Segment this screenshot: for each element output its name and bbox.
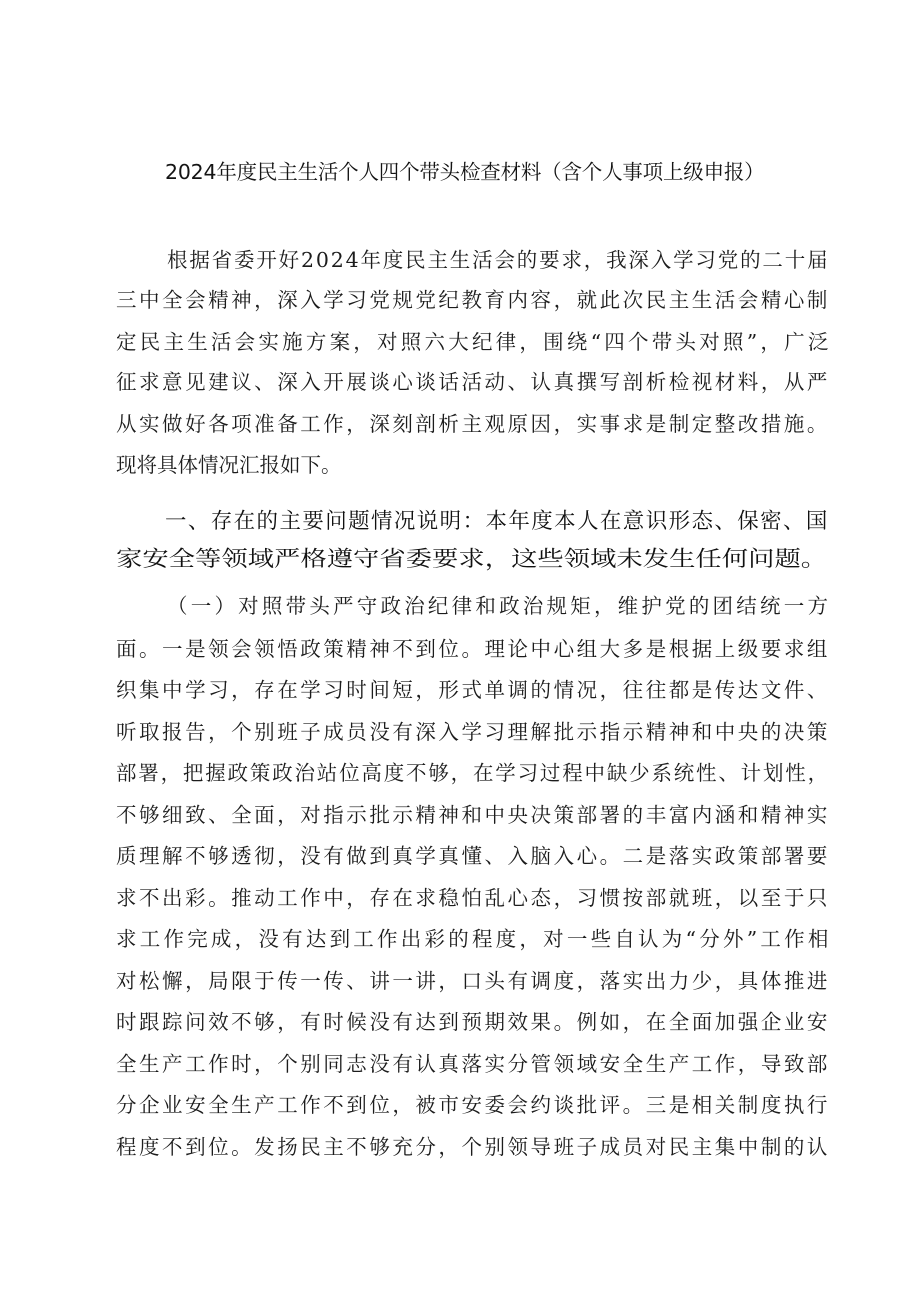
intro-line: 征求意见建议、深入开展谈心谈话活动、认真撰写剖析检视材料，从严	[116, 370, 830, 394]
subsection-line: 织集中学习，存在学习时间短，形式单调的情况，往往都是传达文件、	[116, 678, 830, 702]
subsection-line: 求工作完成，没有达到工作出彩的程度，对一些自认为“分外”工作相	[116, 927, 832, 951]
subsection-line: 全生产工作时，个别同志没有认真落实分管领域安全生产工作，导致部	[116, 1052, 830, 1076]
subsection-line: 求不出彩。推动工作中，存在求稳怕乱心态，习惯按部就班，以至于只	[116, 886, 830, 910]
section-heading-line: 家安全等领域严格遵守省委要求，这些领域未发生任何问题。	[116, 547, 828, 572]
intro-line: 根据省委开好2024年度民主生活会的要求，我深入学习党的二十届	[167, 248, 830, 272]
subsection-line: 分企业安全生产工作不到位，被市安委会约谈批评。三是相关制度执行	[116, 1093, 830, 1117]
subsection-line: 不够细致、全面，对指示批示精神和中央决策部署的丰富内涵和精神实	[116, 803, 830, 827]
document-title: 2024年度民主生活个人四个带头检查材料（含个人事项上级申报）	[165, 160, 765, 184]
subsection-line: （一）对照带头严守政治纪律和政治规矩，维护党的团结统一方	[167, 594, 832, 618]
subsection-line: 时跟踪问效不够，有时候没有达到预期效果。例如，在全面加强企业安	[116, 1010, 830, 1034]
intro-line: 现将具体情况汇报如下。	[116, 453, 342, 477]
section-heading-line: 一、存在的主要问题情况说明：本年度本人在意识形态、保密、国	[165, 509, 829, 534]
intro-line: 从实做好各项准备工作，深刻剖析主观原因，实事求是制定整改措施。	[116, 412, 830, 436]
subsection-line: 部署，把握政策政治站位高度不够，在学习过程中缺少系统性、计划性，	[116, 761, 830, 785]
subsection-line: 对松懈，局限于传一传、讲一讲，口头有调度，落实出力少，具体推进	[116, 969, 830, 993]
subsection-line: 质理解不够透彻，没有做到真学真懂、入脑入心。二是落实政策部署要	[116, 844, 830, 868]
intro-line: 定民主生活会实施方案，对照六大纪律，围绕“四个带头对照”，广泛	[116, 330, 832, 354]
subsection-line: 面。一是领会领悟政策精神不到位。理论中心组大多是根据上级要求组	[116, 637, 830, 661]
subsection-line: 听取报告，个别班子成员没有深入学习理解批示指示精神和中央的决策	[116, 720, 830, 744]
intro-line: 三中全会精神，深入学习党规党纪教育内容，就此次民主生活会精心制	[116, 288, 830, 312]
subsection-line: 程度不到位。发扬民主不够充分，个别领导班子成员对民主集中制的认	[116, 1135, 830, 1159]
